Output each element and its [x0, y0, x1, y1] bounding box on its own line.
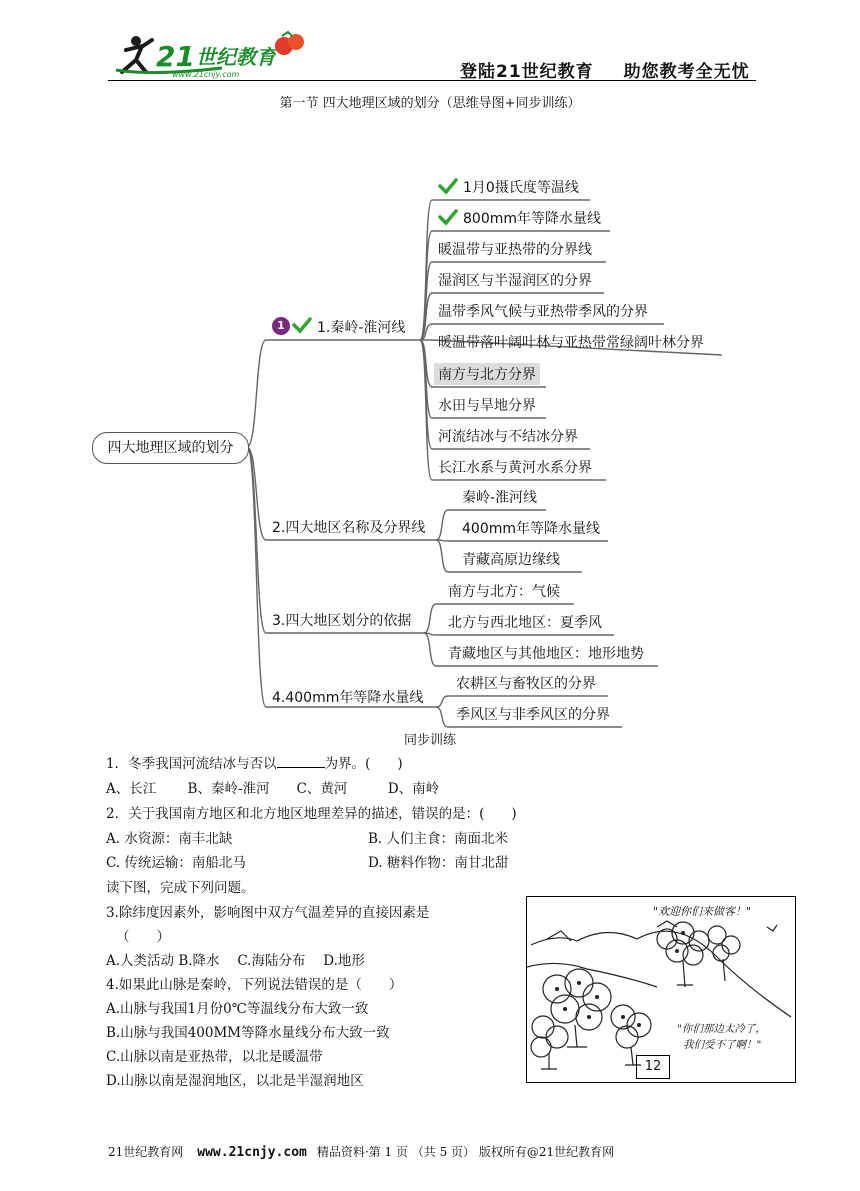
q3-paren: （ ） — [116, 929, 170, 945]
q1-paren: 为界。( ) — [324, 756, 403, 772]
mindmap-root: 四大地理区域的划分 — [92, 432, 249, 464]
footer — [108, 1143, 614, 1160]
leaf-b1-3: 湿润区与半湿润区的分界 — [438, 273, 592, 289]
leaf-b1-7: 水田与旱地分界 — [438, 398, 536, 414]
answer-blank[interactable] — [277, 755, 325, 768]
speech-bottom-1: "你们那边太冷了， — [677, 1023, 766, 1035]
leaf-b3-1: 北方与西北地区：夏季风 — [448, 615, 602, 631]
logo-url: www.21cnjy.com — [172, 70, 240, 79]
q1-options: A、长江 B、秦岭-淮河 C、黄河 D、南岭 — [106, 781, 440, 797]
leaf-b2-2: 青藏高原边缘线 — [462, 552, 560, 568]
check-icon — [292, 316, 312, 338]
q2-option-b: B. 人们主食：南面北米 — [368, 831, 509, 847]
q4-option-a: A.山脉与我国1月份0℃等温线分布大致一致 — [106, 1001, 369, 1017]
section-title: 同步训练 — [403, 733, 456, 748]
leaf-b2-1: 400mm年等降水量线 — [462, 521, 600, 537]
q4-option-d: D.山脉以南是湿润地区，以北是半湿润地区 — [106, 1073, 364, 1089]
q2-option-a: A. 水资源：南丰北缺 — [106, 831, 233, 847]
check-icon — [438, 208, 458, 230]
page-title: 第一节 四大地理区域的划分（思维导图+同步训练） — [279, 96, 581, 111]
branch-division-basis: 3.四大地区划分的依据 — [272, 613, 412, 629]
svg-text:世纪教育: 世纪教育 — [196, 45, 276, 69]
check-icon — [438, 177, 458, 199]
priority-badge: 1 — [272, 317, 290, 335]
speech-bottom-2: 我们受不了啊！" — [683, 1039, 762, 1051]
leaf-b1-9: 长江水系与黄河水系分界 — [438, 460, 592, 476]
slogan-left: 登陆21世纪教育 — [460, 62, 594, 82]
speech-top: "欢迎你们来做客！" — [653, 905, 752, 918]
q4-option-c: C.山脉以南是亚热带，以北是暖温带 — [106, 1049, 323, 1065]
leaf-0c-isotherm: 1月0摄氏度等温线 — [463, 180, 579, 196]
question-1 — [106, 752, 403, 772]
leaf-b3-2: 青藏地区与其他地区：地形地势 — [448, 646, 644, 662]
leaf-b1-4: 温带季风气候与亚热带季风的分界 — [438, 304, 648, 320]
footer-right: 精品资料·第 1 页 （共 5 页） 版权所有@21世纪教育网 — [316, 1145, 615, 1159]
leaf-b4-0: 农耕区与畜牧区的分界 — [456, 676, 596, 692]
q4-option-b: B.山脉与我国400MM等降水量线分布大致一致 — [106, 1025, 390, 1041]
leaf-b3-0: 南方与北方：气候 — [448, 584, 560, 600]
branch-qinling-huaihe: 1.秦岭-淮河线 — [317, 320, 406, 336]
figure-caption: 12 — [636, 1055, 670, 1079]
leaf-b1-2: 暖温带与亚热带的分界线 — [438, 242, 592, 258]
leaf-800mm-isohyet: 800mm年等降水量线 — [463, 211, 601, 227]
q3-options: A.人类活动 B.降水 C.海陆分布 D.地形 — [106, 953, 365, 969]
question-3: 3.除纬度因素外，影响图中双方气温差异的直接因素是 — [106, 905, 430, 921]
leaf-b1-8: 河流结冰与不结冰分界 — [438, 429, 578, 445]
q1-text: 1．冬季我国河流结冰与否以 — [106, 756, 277, 772]
read-instruction: 读下图，完成下列问题。 — [106, 880, 255, 896]
leaf-b2-0: 秦岭-淮河线 — [462, 490, 538, 506]
footer-left: 21世纪教育网 — [108, 1145, 184, 1159]
branch-400mm-isohyet: 4.400mm年等降水量线 — [272, 690, 424, 706]
question-2: 2．关于我国南方地区和北方地区地理差异的描述，错误的是：( ) — [106, 806, 517, 822]
q2-option-c: C. 传统运输：南船北马 — [106, 855, 246, 871]
slogan-right: 助您教考全无忧 — [623, 62, 750, 82]
question-4: 4.如果此山脉是秦岭，下列说法错误的是（ ） — [106, 977, 403, 993]
leaf-b1-6-highlighted: 南方与北方分界 — [434, 363, 540, 385]
leaf-b4-1: 季风区与非季风区的分界 — [456, 707, 610, 723]
q2-option-d: D. 糖料作物：南甘北甜 — [368, 855, 509, 871]
footer-url[interactable]: www.21cnjy.com — [197, 1145, 307, 1160]
branch-four-regions: 2.四大地区名称及分界线 — [272, 520, 426, 536]
svg-text:21: 21 — [156, 40, 195, 73]
leaf-b1-5: 暖温带落叶阔叶林与亚热带常绿阔叶林分界 — [438, 335, 704, 351]
